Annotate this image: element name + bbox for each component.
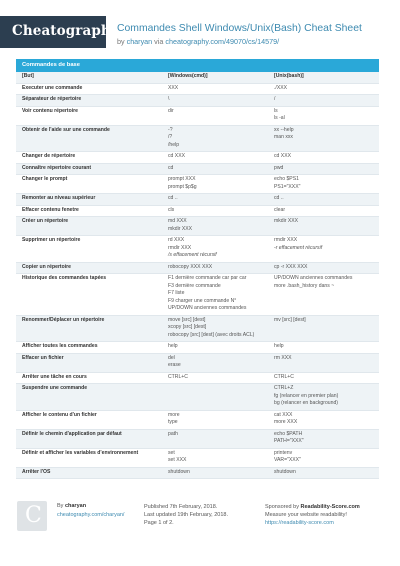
row-windows-cell — [166, 342, 272, 353]
row-unix-cell — [272, 194, 379, 205]
row-unix-cell — [272, 342, 379, 353]
row-windows-cell — [166, 373, 272, 384]
column-header-goal: [But] — [22, 73, 34, 79]
command-text: ./XXX — [274, 84, 288, 91]
command-text: rmdir XXX — [274, 237, 298, 243]
table-row — [16, 274, 379, 316]
row-unix-cell — [272, 468, 379, 479]
row-windows-cell — [166, 84, 272, 95]
row-unix-cell — [272, 354, 379, 372]
command-text: type — [168, 419, 178, 425]
row-unix-cell — [272, 126, 379, 152]
row-goal: Arrêter une tâche en cours — [22, 373, 87, 380]
table-row — [16, 152, 379, 164]
row-unix-cell — [272, 411, 379, 429]
row-unix-cell — [272, 274, 379, 315]
command-text: -? — [168, 126, 173, 133]
command-text: VAR="XXX" — [274, 457, 301, 463]
command-text: man xxx — [274, 134, 293, 140]
table-row — [16, 449, 379, 468]
table-row — [16, 107, 379, 126]
row-goal: Définir et afficher les variables d'environnement — [22, 449, 139, 456]
table-row — [16, 342, 379, 354]
command-text: /s effacement récursif — [168, 252, 217, 258]
command-text: / — [274, 96, 276, 102]
command-text: prompt XXX — [168, 176, 196, 182]
table-row — [16, 206, 379, 218]
table-row — [16, 316, 379, 343]
table-header-row — [16, 72, 379, 84]
command-text: cd XXX — [274, 153, 291, 159]
command-text: F9 charger une commande N° — [168, 297, 237, 304]
row-windows-cell — [166, 449, 272, 467]
column-header-windows: [Windows(cmd)] — [168, 73, 208, 79]
command-text: mkdir XXX — [168, 225, 193, 232]
command-text: cat XXX — [274, 411, 293, 418]
command-text: echo $PATH — [274, 430, 303, 437]
table-row — [16, 84, 379, 96]
footer-sponsor — [265, 503, 360, 527]
row-unix-cell — [272, 164, 379, 175]
row-unix-cell — [272, 373, 379, 384]
command-text: PS1="XXX" — [274, 183, 301, 190]
byline — [117, 37, 279, 46]
command-text: CTRL+C — [274, 373, 294, 380]
table-row — [16, 411, 379, 430]
command-text: rm XXX — [274, 354, 292, 361]
row-windows-cell — [166, 194, 272, 205]
cheatography-logo[interactable] — [0, 16, 119, 48]
row-goal: Afficher le contenu d'un fichier — [22, 411, 97, 418]
command-text: \ — [168, 96, 170, 102]
row-goal: Historique des commandes tapées — [22, 275, 107, 281]
command-text: erase — [168, 362, 181, 368]
row-windows-cell — [166, 411, 272, 429]
avatar-letter: C — [25, 503, 42, 528]
row-goal: Copier un répertoire — [22, 263, 71, 270]
command-text: F3 dernière commande — [168, 282, 221, 289]
command-text: cls — [168, 206, 175, 213]
command-text: prompt $p$g — [168, 183, 197, 190]
row-unix-cell — [272, 430, 379, 448]
row-goal: Séparateur de répertoire — [22, 96, 82, 102]
row-windows-cell — [166, 384, 272, 410]
command-text: more XXX — [274, 419, 298, 425]
command-text: CTRL+Z — [274, 385, 294, 391]
command-text: fg (relancer en premier plan) — [274, 392, 339, 399]
command-text: cd .. — [168, 195, 178, 201]
avatar[interactable] — [17, 501, 47, 531]
command-text: xcopy [src] [dest] — [168, 324, 207, 330]
byline-via: via — [154, 37, 164, 46]
command-text: ls — [274, 107, 278, 114]
published-date: Published 7th February, 2018. — [144, 504, 218, 510]
footer — [0, 495, 400, 566]
section-title: Commandes de base — [16, 59, 379, 72]
command-text: /help — [168, 141, 180, 148]
row-unix-cell — [272, 95, 379, 106]
row-goal: Effacer un fichier — [22, 354, 64, 361]
row-windows-cell — [166, 236, 272, 262]
row-windows-cell — [166, 274, 272, 315]
column-header-unix: [Unix(bash)] — [274, 73, 304, 79]
row-goal: Executer une commande — [22, 84, 83, 91]
row-goal: Connaître répertoire courant — [22, 164, 92, 171]
row-windows-cell — [166, 430, 272, 448]
table-row — [16, 384, 379, 411]
command-text: md XXX — [168, 218, 187, 224]
byline-by: by — [117, 37, 125, 46]
table-row — [16, 194, 379, 206]
row-windows-cell — [166, 152, 272, 163]
row-unix-cell — [272, 175, 379, 193]
footer-author-link[interactable]: cheatography.com/charyan/ — [57, 512, 125, 518]
page-title: Commandes Shell Windows/Unix(Bash) Cheat Sheet — [117, 23, 362, 34]
row-windows-cell — [166, 263, 272, 274]
command-text: mv [src] [dest] — [274, 316, 306, 323]
row-goal: Effacer contenu fenetre — [22, 206, 79, 213]
command-text: cd XXX — [168, 153, 185, 159]
command-text: bg (relancer en background) — [274, 400, 338, 406]
command-text: echo $PS1 — [274, 176, 299, 182]
command-text: XXX — [168, 84, 179, 91]
command-text: shutdown — [274, 468, 296, 475]
row-windows-cell — [166, 175, 272, 193]
commands-section — [16, 59, 379, 479]
command-text: printenv — [274, 449, 293, 456]
row-windows-cell — [166, 354, 272, 372]
table-row — [16, 430, 379, 449]
row-unix-cell — [272, 316, 379, 342]
row-windows-cell — [166, 164, 272, 175]
command-text: -r effacement récursif — [274, 244, 323, 251]
command-text: rd XXX — [168, 237, 185, 243]
table-row — [16, 126, 379, 153]
command-text: CTRL+C — [168, 373, 188, 380]
footer-by: By — [57, 503, 64, 509]
command-text: cd — [168, 164, 174, 171]
row-unix-cell — [272, 449, 379, 467]
table-row — [16, 164, 379, 176]
row-unix-cell — [272, 107, 379, 125]
row-goal: Renommer/Déplacer un répertoire — [22, 316, 105, 323]
command-text: F1 dernière commande car par car — [168, 275, 247, 281]
command-text: more — [168, 411, 180, 418]
command-text: cp -r XXX XXX — [274, 263, 308, 270]
logo-text: Cheatography — [12, 23, 119, 39]
footer-publication-info — [144, 503, 228, 527]
command-text: pwd — [274, 164, 284, 171]
command-text: help — [274, 343, 284, 349]
row-goal: Voir contenu répertoire — [22, 107, 78, 114]
command-text: path — [168, 430, 178, 437]
table-row — [16, 354, 379, 373]
command-text: more .bash_history dans ~ — [274, 282, 335, 289]
command-text: xx --help — [274, 126, 294, 133]
row-goal: Changer de répertoire — [22, 153, 76, 159]
command-text: mkdir XXX — [274, 218, 299, 224]
row-unix-cell — [272, 84, 379, 95]
command-text: del — [168, 354, 175, 361]
row-unix-cell — [272, 236, 379, 262]
footer-author-name: charyan — [64, 503, 87, 509]
row-goal: Obtenir de l'aide sur une commande — [22, 126, 110, 133]
row-unix-cell — [272, 384, 379, 410]
row-windows-cell — [166, 107, 272, 125]
header — [0, 0, 400, 58]
row-unix-cell — [272, 152, 379, 163]
command-text: robocopy XXX XXX — [168, 263, 213, 270]
row-windows-cell — [166, 217, 272, 235]
sponsor-name[interactable]: Readability-Score.com — [300, 504, 360, 510]
command-text: F7 liste — [168, 290, 185, 296]
command-text: set — [168, 449, 175, 456]
row-unix-cell — [272, 263, 379, 274]
row-windows-cell — [166, 316, 272, 342]
command-text: rmdir XXX — [168, 244, 192, 251]
command-text: /? — [168, 134, 173, 140]
row-goal: Suspendre une commande — [22, 385, 88, 391]
row-goal: Définir le chemin d'application par défaut — [22, 430, 122, 437]
commands-table-body — [16, 84, 379, 480]
page-number: Page 1 of 2. — [144, 520, 174, 526]
table-row — [16, 95, 379, 107]
footer-author — [57, 503, 86, 509]
row-goal: Afficher toutes les commandes — [22, 343, 98, 349]
author-link[interactable]: charyan — [126, 37, 153, 46]
row-windows-cell — [166, 206, 272, 217]
table-row — [16, 263, 379, 275]
command-text: UP/DOWN anciennes commandes — [274, 275, 353, 281]
row-goal: Supprimer un répertoire — [22, 237, 81, 243]
row-unix-cell — [272, 206, 379, 217]
sponsor-prefix: Sponsored by — [265, 504, 299, 510]
row-goal: Créer un répertoire — [22, 218, 69, 224]
table-row — [16, 217, 379, 236]
command-text: dir — [168, 107, 174, 114]
command-text: PATH="XXX" — [274, 438, 304, 444]
row-goal: Remonter au niveau supérieur — [22, 195, 96, 201]
row-goal: Arrêter l'OS — [22, 468, 51, 475]
row-windows-cell — [166, 95, 272, 106]
command-text: clear — [274, 206, 286, 213]
updated-date: Last updated 19th February, 2018. — [144, 512, 228, 518]
command-text: ls -al — [274, 115, 285, 121]
table-row — [16, 236, 379, 263]
command-text: cd .. — [274, 195, 284, 201]
command-text: UP/DOWN anciennes commandes — [168, 305, 247, 311]
command-text: help — [168, 343, 178, 349]
command-text: move [src] [dest] — [168, 316, 206, 323]
row-unix-cell — [272, 217, 379, 235]
sponsor-line — [265, 503, 360, 511]
sponsor-tagline: Measure your website readability! — [265, 512, 347, 518]
row-windows-cell — [166, 468, 272, 479]
row-windows-cell — [166, 126, 272, 152]
sheet-url-link[interactable]: cheatography.com/49070/cs/14579/ — [165, 37, 280, 46]
sponsor-link[interactable]: https://readability-score.com — [265, 520, 334, 526]
command-text: robocopy [src] [dest] (avec droits ACL) — [168, 331, 255, 338]
table-row — [16, 373, 379, 385]
command-text: set XXX — [168, 457, 187, 463]
row-goal: Changer le prompt — [22, 176, 68, 182]
command-text: shutdown — [168, 468, 190, 475]
table-row — [16, 175, 379, 194]
table-row — [16, 468, 379, 480]
